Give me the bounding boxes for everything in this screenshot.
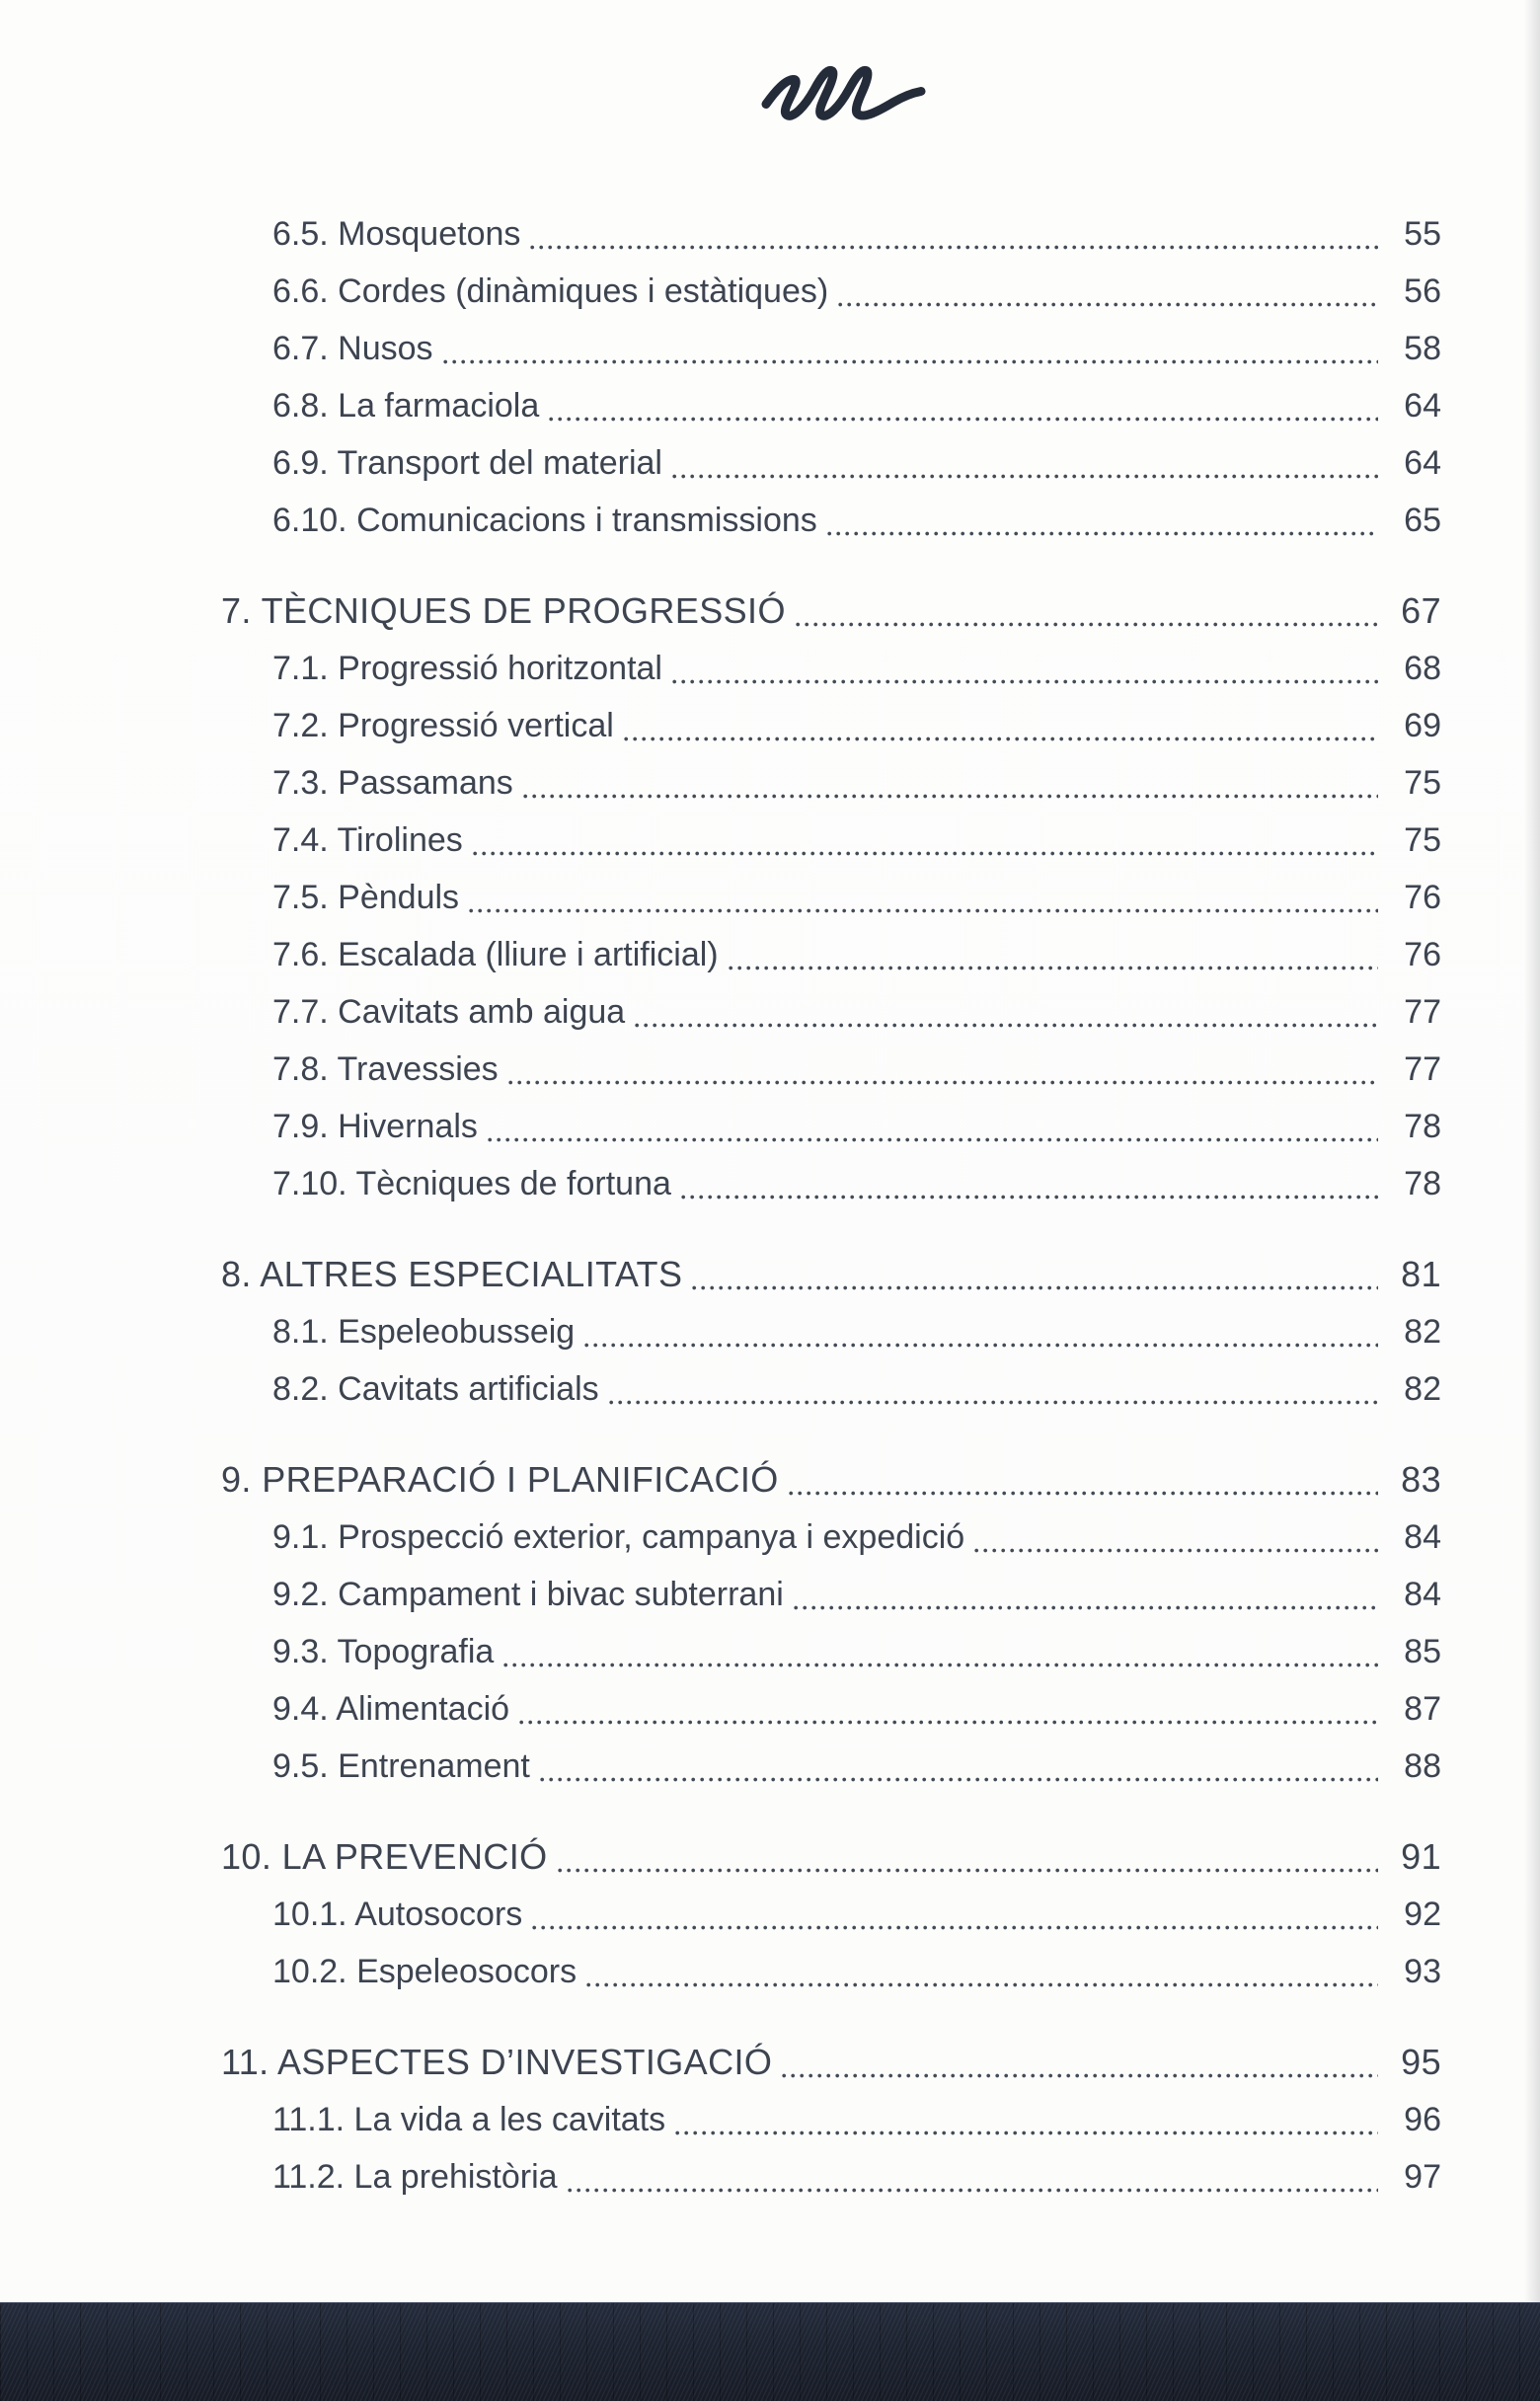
toc-entry-page: 95 bbox=[1401, 2042, 1441, 2082]
toc-entry-label: 11.2. La prehistòria bbox=[272, 2158, 558, 2196]
toc-entry-label: 9.5. Entrenament bbox=[272, 1747, 530, 1785]
toc-entry bbox=[221, 1886, 1441, 1943]
dot-leader bbox=[549, 417, 1378, 422]
toc-entry-label: 6.8. La farmaciola bbox=[272, 387, 540, 425]
dot-leader bbox=[469, 908, 1378, 913]
dot-leader bbox=[609, 1400, 1378, 1405]
toc-entry-label: 7.3. Passamans bbox=[272, 764, 513, 802]
toc-entry-page: 76 bbox=[1404, 936, 1441, 973]
dot-leader bbox=[692, 1285, 1378, 1290]
toc-entry bbox=[221, 2034, 1441, 2091]
toc-entry-label: 6.7. Nusos bbox=[272, 330, 433, 367]
dot-leader bbox=[519, 1720, 1378, 1725]
toc-entry bbox=[221, 869, 1441, 926]
toc-entry-page: 77 bbox=[1404, 1050, 1441, 1088]
toc-entry-page: 85 bbox=[1404, 1633, 1441, 1670]
toc-entry-label: 7.9. Hivernals bbox=[272, 1108, 478, 1145]
toc-entry-label: 11. ASPECTES D’INVESTIGACIÓ bbox=[221, 2042, 773, 2082]
dot-leader bbox=[530, 245, 1378, 250]
toc-entry bbox=[221, 1098, 1441, 1155]
toc-entry-page: 78 bbox=[1404, 1108, 1441, 1145]
toc-entry-label: 7.10. Tècniques de fortuna bbox=[272, 1165, 671, 1202]
toc-entry-label: 6.5. Mosquetons bbox=[272, 215, 521, 253]
toc-entry-label: 9.1. Prospecció exterior, campanya i expedició bbox=[272, 1518, 965, 1556]
toc-entry-page: 67 bbox=[1401, 590, 1441, 631]
toc-entry bbox=[221, 1509, 1441, 1566]
toc-entry-page: 97 bbox=[1404, 2158, 1441, 2196]
dot-leader bbox=[789, 1491, 1378, 1496]
toc-entry-label: 10.2. Espeleosocors bbox=[272, 1953, 578, 1990]
toc-entry-label: 6.9. Transport del material bbox=[272, 444, 662, 482]
toc-entry bbox=[221, 2148, 1441, 2206]
toc-entry-page: 65 bbox=[1404, 502, 1441, 539]
toc-entry bbox=[221, 1828, 1441, 1886]
toc-entry-page: 55 bbox=[1404, 215, 1441, 253]
toc-entry-label: 9.2. Campament i bivac subterrani bbox=[272, 1576, 784, 1613]
toc-entry bbox=[221, 1566, 1441, 1623]
toc-entry-label: 8.1. Espeleobusseig bbox=[272, 1313, 576, 1351]
toc-entry-page: 81 bbox=[1401, 1254, 1441, 1294]
toc-entry-label: 7.8. Travessies bbox=[272, 1050, 499, 1088]
toc-entry-label: 7. TÈCNIQUES DE PROGRESSIÓ bbox=[221, 590, 786, 631]
toc-entry-page: 68 bbox=[1404, 650, 1441, 687]
toc-entry bbox=[221, 263, 1441, 320]
dot-leader bbox=[488, 1137, 1378, 1142]
dot-leader bbox=[796, 622, 1378, 627]
toc-entry-page: 64 bbox=[1404, 444, 1441, 482]
toc-entry-page: 96 bbox=[1404, 2101, 1441, 2138]
toc-entry bbox=[221, 1303, 1441, 1360]
toc-entry-page: 64 bbox=[1404, 387, 1441, 425]
toc-entry-label: 8. ALTRES ESPECIALITATS bbox=[221, 1254, 683, 1294]
dot-leader bbox=[681, 1195, 1378, 1200]
dot-leader bbox=[508, 1080, 1378, 1085]
toc-entry-label: 9. PREPARACIÓ I PLANIFICACIÓ bbox=[221, 1459, 779, 1500]
toc-entry-page: 82 bbox=[1404, 1370, 1441, 1408]
dot-leader bbox=[624, 736, 1378, 741]
toc-entry-page: 56 bbox=[1404, 272, 1441, 310]
toc-entry-label: 10.1. Autosocors bbox=[272, 1896, 523, 1933]
dot-leader bbox=[473, 851, 1378, 856]
toc-entry bbox=[221, 205, 1441, 263]
toc-entry-label: 7.7. Cavitats amb aigua bbox=[272, 993, 626, 1031]
toc-entry bbox=[221, 2091, 1441, 2148]
toc-entry bbox=[221, 377, 1441, 434]
toc-entry bbox=[221, 320, 1441, 377]
toc-entry-label: 7.4. Tirolines bbox=[272, 821, 463, 859]
toc-entry-label: 11.1. La vida a les cavitats bbox=[272, 2101, 666, 2138]
toc-entry-page: 82 bbox=[1404, 1313, 1441, 1351]
toc-entry bbox=[221, 1246, 1441, 1303]
toc-entry-page: 83 bbox=[1401, 1459, 1441, 1500]
toc-entry bbox=[221, 1738, 1441, 1795]
toc-entry bbox=[221, 492, 1441, 549]
dot-leader bbox=[672, 679, 1378, 684]
toc-entry-page: 75 bbox=[1404, 764, 1441, 802]
toc-entry-page: 87 bbox=[1404, 1690, 1441, 1728]
dot-leader bbox=[827, 531, 1378, 536]
toc-entry-label: 7.2. Progressió vertical bbox=[272, 707, 614, 744]
toc-entry-page: 84 bbox=[1404, 1576, 1441, 1613]
toc-entry bbox=[221, 1041, 1441, 1098]
toc-entry-page: 78 bbox=[1404, 1165, 1441, 1202]
toc-entry-label: 7.5. Pènduls bbox=[272, 879, 460, 916]
dot-leader bbox=[540, 1777, 1378, 1782]
toc-entry bbox=[221, 1943, 1441, 2000]
toc-entry-page: 76 bbox=[1404, 879, 1441, 916]
dot-leader bbox=[503, 1663, 1378, 1667]
dot-leader bbox=[675, 2130, 1378, 2135]
toc-entry-label: 6.6. Cordes (dinàmiques i estàtiques) bbox=[272, 272, 829, 310]
toc-entry bbox=[221, 1451, 1441, 1509]
toc-entry bbox=[221, 1360, 1441, 1418]
dot-leader bbox=[558, 1868, 1378, 1873]
toc-entry-page: 75 bbox=[1404, 821, 1441, 859]
dot-leader bbox=[584, 1343, 1378, 1348]
toc-entry-page: 69 bbox=[1404, 707, 1441, 744]
dot-leader bbox=[635, 1023, 1378, 1028]
toc-entry bbox=[221, 983, 1441, 1041]
toc-entry bbox=[221, 1680, 1441, 1738]
dot-leader bbox=[672, 474, 1378, 479]
dot-leader bbox=[838, 302, 1378, 307]
toc-entry-page: 91 bbox=[1401, 1836, 1441, 1877]
toc-entry bbox=[221, 640, 1441, 697]
toc-entry bbox=[221, 926, 1441, 983]
dot-leader bbox=[782, 2073, 1378, 2078]
toc-entry bbox=[221, 582, 1441, 640]
dot-leader bbox=[523, 794, 1378, 799]
toc-entry-label: 7.1. Progressió horitzontal bbox=[272, 650, 662, 687]
dot-leader bbox=[568, 2188, 1378, 2193]
toc-entry bbox=[221, 434, 1441, 492]
toc-entry-page: 84 bbox=[1404, 1518, 1441, 1556]
toc-entry-page: 92 bbox=[1404, 1896, 1441, 1933]
toc-entry-label: 7.6. Escalada (lliure i artificial) bbox=[272, 936, 719, 973]
dot-leader bbox=[794, 1605, 1378, 1610]
toc-entry bbox=[221, 697, 1441, 754]
toc-entry bbox=[221, 1155, 1441, 1212]
toc-entry bbox=[221, 1623, 1441, 1680]
cover-band bbox=[0, 2302, 1540, 2401]
toc-entry-label: 6.10. Comunicacions i transmissions bbox=[272, 502, 817, 539]
toc-entry-page: 77 bbox=[1404, 993, 1441, 1031]
toc-entry bbox=[221, 754, 1441, 812]
toc-entry-label: 10. LA PREVENCIÓ bbox=[221, 1836, 548, 1877]
toc-entry-label: 8.2. Cavitats artificials bbox=[272, 1370, 599, 1408]
dot-leader bbox=[532, 1925, 1378, 1930]
dot-leader bbox=[974, 1548, 1378, 1553]
toc-entry-page: 88 bbox=[1404, 1747, 1441, 1785]
dot-leader bbox=[443, 359, 1378, 364]
toc-entry bbox=[221, 812, 1441, 869]
toc-entry-label: 9.3. Topografia bbox=[272, 1633, 495, 1670]
toc-entry-page: 93 bbox=[1404, 1953, 1441, 1990]
dot-leader bbox=[586, 1982, 1378, 1987]
toc-entry-page: 58 bbox=[1404, 330, 1441, 367]
dot-leader bbox=[729, 966, 1378, 970]
toc-entry-label: 9.4. Alimentació bbox=[272, 1690, 510, 1728]
